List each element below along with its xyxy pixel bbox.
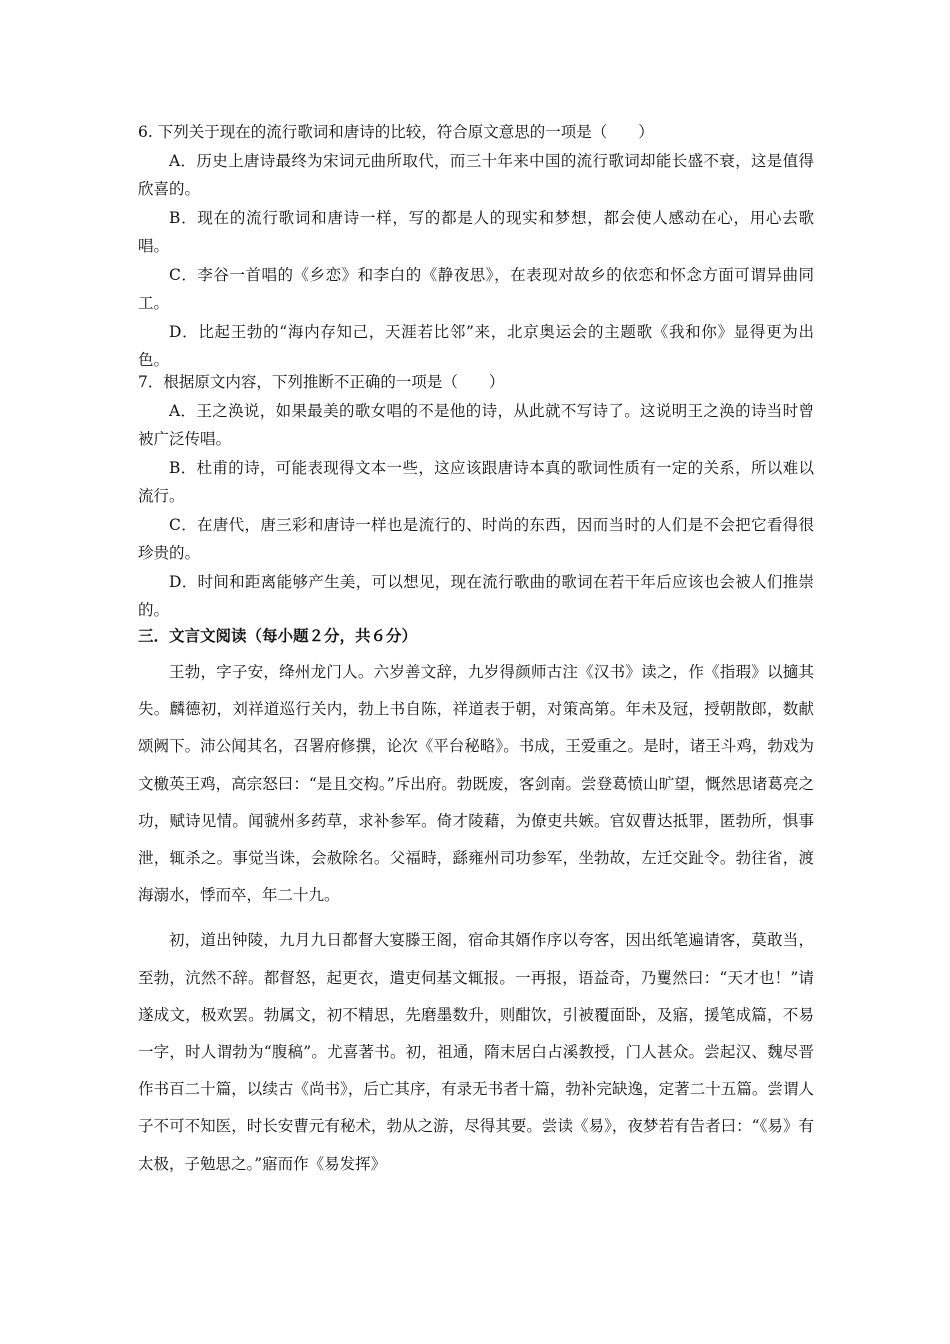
question-6-option-c: C．李谷一首唱的《乡恋》和李白的《静夜思》，在表现对故乡的依恋和怀念方面可谓异曲同工。 xyxy=(138,265,814,312)
question-7-option-d: D．时间和距离能够产生美，可以想见，现在流行歌曲的歌词在若干年后应该也会被人们推崇的。 xyxy=(138,572,814,619)
passage-paragraph: 初，道出钟陵，九月九日都督大宴滕王阁，宿命其婿作序以夸客，因出纸笔遍请客，莫敢当，至勃，沆然不辞。都督怒，起更衣，遣吏伺基文辄报。一再报，语益奇，乃矍然曰：“天才也！”请遂成文，极欢罢。勃属文，初不精思，先磨墨数升，则酣饮，引被覆面卧，及寤，援笔成篇，不易一字，时人谓勃为“腹稿”。尤喜著书。初，祖通，隋末居白占溪教授，门人甚众。尝起汉、魏尽晋作书百二十篇，以续古《尚书》，后亡其序，有录无书者十篇，勃补完缺逸，定著二十五篇。尝谓人子不可不知医，时长安曹元有秘术，勃从之游，尽得其要。尝读《易》，夜梦若有告者曰：“《易》有太极，子勉思之。”寤而作《易发挥》 xyxy=(138,931,814,1173)
question-6-option-d: D．比起王勃的“海内存知己，天涯若比邻”来，北京奥运会的主题歌《我和你》显得更为出色。 xyxy=(138,322,814,369)
question-7 xyxy=(138,368,814,625)
question-6-option-a: A．历史上唐诗最终为宋词元曲所取代，而三十年来中国的流行歌词却能长盛不衰，这是值得欣喜的。 xyxy=(138,151,814,198)
classical-passage xyxy=(138,654,814,1183)
question-6-stem: 6. 下列关于现在的流行歌词和唐诗的比较，符合原文意思的一项是（ ） xyxy=(138,123,654,141)
passage-paragraph: 王勃，字子安，绛州龙门人。六岁善文辞，九岁得颜师古注《汉书》读之，作《指瑕》以擿其失。麟德初，刘祥道巡行关内，勃上书自陈，祥道表于朝，对策高第。年未及冠，授朝散郎，数献颂阙下。沛公闻其名，召署府修撰，论次《平台秘略》。书成，王爱重之。是时，诸王斗鸡，勃戏为文檄英王鸡，高宗怒曰：“是且交构。”斥出府。勃既废，客剑南。尝登葛愤山旷望，慨然思诸葛亮之功，赋诗见情。闻虢州多药草，求补参军。倚才陵藉，为僚吏共嫉。官奴曹达抵罪，匿勃所，惧事泄，辄杀之。事觉当诛，会赦除名。父福畤，繇雍州司功参军，坐勃故，左迁交趾令。勃往省，渡海溺水，悸而卒，年二十九。 xyxy=(138,663,814,905)
section-heading: 三．文言文阅读（每小题２分，共６分） xyxy=(138,627,418,645)
question-6 xyxy=(138,118,814,375)
question-7-option-c: C．在唐代，唐三彩和唐诗一样也是流行的、时尚的东西，因而当时的人们是不会把它看得很珍贵的。 xyxy=(138,515,814,562)
question-6-option-b: B．现在的流行歌词和唐诗一样，写的都是人的现实和梦想，都会使人感动在心，用心去歌唱。 xyxy=(138,208,814,255)
question-7-option-b: B．杜甫的诗，可能表现得文本一些，这应该跟唐诗本真的歌词性质有一定的关系，所以难以流行。 xyxy=(138,458,814,505)
question-7-stem: 7．根据原文内容，下列推断不正确的一项是（ ） xyxy=(138,373,505,391)
question-7-option-a: A．王之涣说，如果最美的歌女唱的不是他的诗，从此就不写诗了。这说明王之涣的诗当时曾被广泛传唱。 xyxy=(138,401,814,448)
